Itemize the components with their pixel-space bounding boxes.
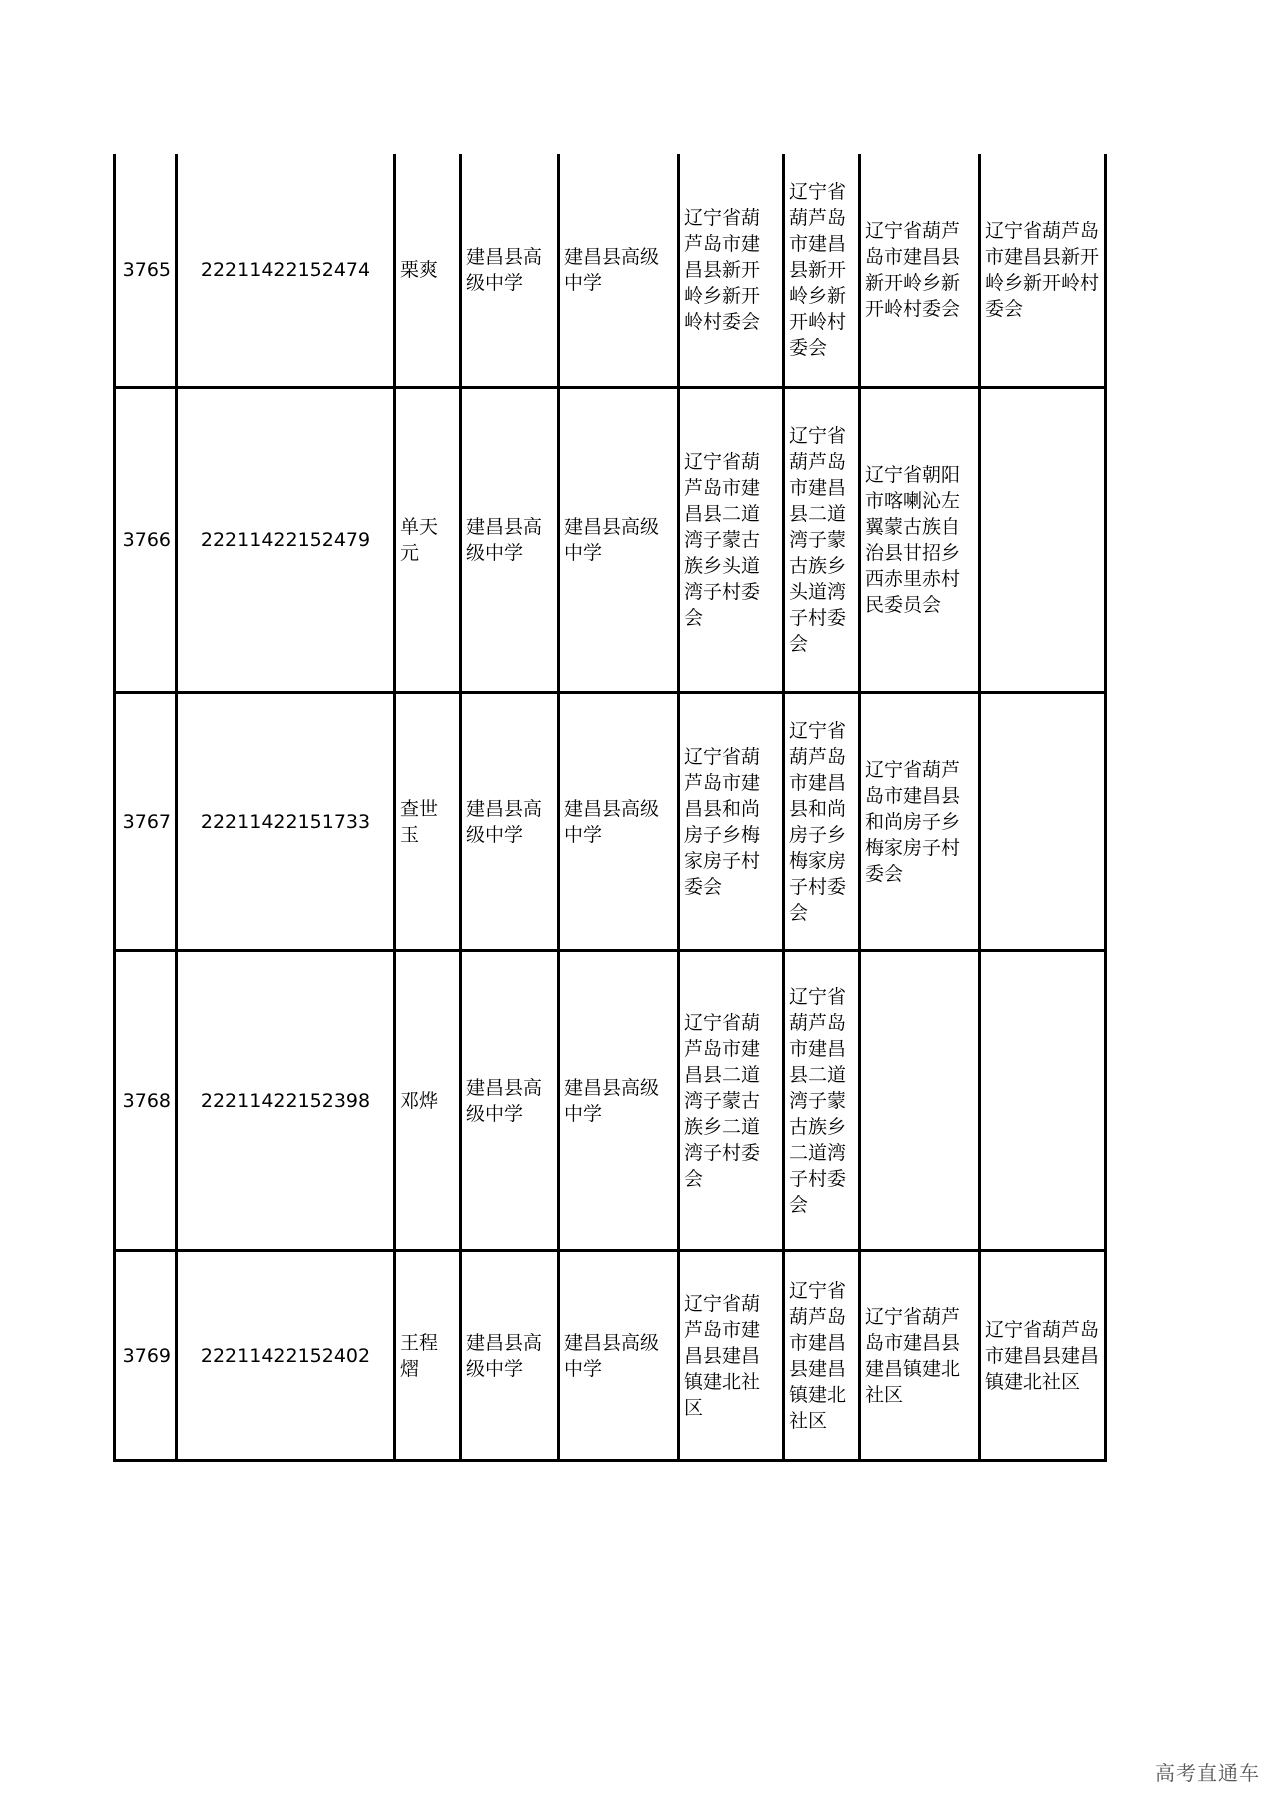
candidate-id: 22211422152479	[177, 388, 395, 693]
row-number: 3767	[115, 693, 177, 951]
candidate-name: 单天元	[395, 388, 461, 693]
address-4	[980, 388, 1106, 693]
row-number: 3765	[115, 154, 177, 388]
address-3: 辽宁省朝阳市喀喇沁左翼蒙古族自治县甘招乡西赤里赤村民委员会	[860, 388, 980, 693]
table-row	[115, 693, 1106, 951]
address-3: 辽宁省葫芦岛市建昌县建昌镇建北社区	[860, 1251, 980, 1461]
address-2: 辽宁省葫芦岛市建昌县二道湾子蒙古族乡头道湾子村委会	[784, 388, 860, 693]
school-name-2: 建昌县高级中学	[559, 951, 679, 1251]
candidate-id: 22211422152398	[177, 951, 395, 1251]
table-row	[115, 1251, 1106, 1461]
school-name-2: 建昌县高级中学	[559, 1251, 679, 1461]
address-1: 辽宁省葫芦岛市建昌县和尚房子乡梅家房子村委会	[679, 693, 784, 951]
candidate-name: 王程熠	[395, 1251, 461, 1461]
address-4: 辽宁省葫芦岛市建昌县新开岭乡新开岭村委会	[980, 154, 1106, 388]
row-number: 3766	[115, 388, 177, 693]
address-2: 辽宁省葫芦岛市建昌县新开岭乡新开岭村委会	[784, 154, 860, 388]
school-name: 建昌县高级中学	[461, 693, 559, 951]
address-3: 辽宁省葫芦岛市建昌县和尚房子乡梅家房子村委会	[860, 693, 980, 951]
address-2: 辽宁省葫芦岛市建昌县建昌镇建北社区	[784, 1251, 860, 1461]
records-table	[113, 154, 1107, 1462]
candidate-id: 22211422152474	[177, 154, 395, 388]
table-row	[115, 154, 1106, 388]
table-row	[115, 951, 1106, 1251]
row-number: 3768	[115, 951, 177, 1251]
school-name-2: 建昌县高级中学	[559, 693, 679, 951]
address-4	[980, 693, 1106, 951]
school-name: 建昌县高级中学	[461, 154, 559, 388]
address-2: 辽宁省葫芦岛市建昌县和尚房子乡梅家房子村委会	[784, 693, 860, 951]
school-name-2: 建昌县高级中学	[559, 154, 679, 388]
candidate-name: 栗爽	[395, 154, 461, 388]
address-3	[860, 951, 980, 1251]
school-name: 建昌县高级中学	[461, 388, 559, 693]
address-1: 辽宁省葫芦岛市建昌县新开岭乡新开岭村委会	[679, 154, 784, 388]
address-4: 辽宁省葫芦岛市建昌县建昌镇建北社区	[980, 1251, 1106, 1461]
school-name-2: 建昌县高级中学	[559, 388, 679, 693]
candidate-id: 22211422151733	[177, 693, 395, 951]
candidate-name: 查世玉	[395, 693, 461, 951]
address-1: 辽宁省葫芦岛市建昌县二道湾子蒙古族乡头道湾子村委会	[679, 388, 784, 693]
row-number: 3769	[115, 1251, 177, 1461]
address-1: 辽宁省葫芦岛市建昌县二道湾子蒙古族乡二道湾子村委会	[679, 951, 784, 1251]
address-1: 辽宁省葫芦岛市建昌县建昌镇建北社区	[679, 1251, 784, 1461]
school-name: 建昌县高级中学	[461, 951, 559, 1251]
address-3: 辽宁省葫芦岛市建昌县新开岭乡新开岭村委会	[860, 154, 980, 388]
candidate-id: 22211422152402	[177, 1251, 395, 1461]
candidate-name: 邓烨	[395, 951, 461, 1251]
watermark-text: 高考直通车	[1155, 1761, 1260, 1785]
address-2: 辽宁省葫芦岛市建昌县二道湾子蒙古族乡二道湾子村委会	[784, 951, 860, 1251]
school-name: 建昌县高级中学	[461, 1251, 559, 1461]
table-row	[115, 388, 1106, 693]
address-4	[980, 951, 1106, 1251]
